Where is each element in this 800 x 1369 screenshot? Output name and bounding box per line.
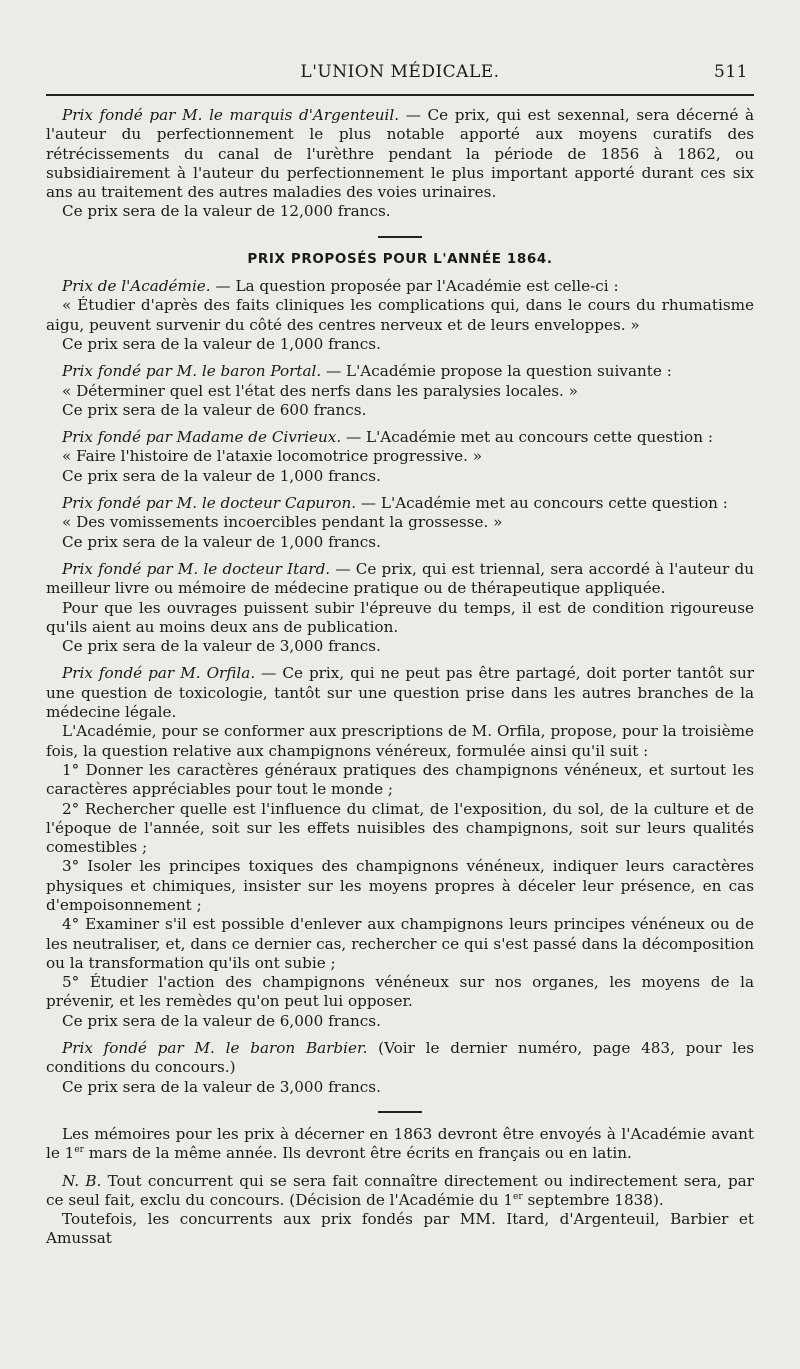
page-number: 511 — [714, 62, 748, 82]
section-separator — [378, 236, 422, 238]
prize-civrieux-text: — L'Académie met au concours cette question : — [341, 428, 713, 447]
article-body — [46, 106, 754, 1249]
prize-orfila-title: Prix fondé par M. Orfila. — [62, 664, 256, 683]
prize-barbier — [46, 1039, 754, 1078]
prize-orfila-item-3: 3° Isoler les principes toxiques des champignons vénéneux, indiquer leurs caractères physiques et chimiques, insister sur les moyens propres à déceler leur présence, en cas d'empoisonnement ; — [46, 857, 754, 914]
submission-deadline-rest: mars de la même année. Ils devront être écrits en français ou en latin. — [83, 1144, 632, 1163]
prize-orfila-value: Ce prix sera de la valeur de 6,000 francs. — [62, 1011, 381, 1030]
nota-bene-rest: septembre 1838). — [522, 1190, 664, 1209]
prize-portal-title: Prix fondé par M. le baron Portal. — [62, 362, 322, 381]
ordinal-superscript: er — [513, 1191, 523, 1202]
prize-itard-title: Prix fondé par M. le docteur Itard. — [62, 559, 331, 578]
prize-academie-title: Prix de l'Académie. — [62, 277, 211, 296]
prize-itard — [46, 560, 754, 599]
prize-itard-value: Ce prix sera de la valeur de 3,000 francs. — [62, 637, 381, 656]
prize-academie-text: — La question proposée par l'Académie est celle-ci : — [210, 277, 619, 296]
ordinal-superscript: er — [74, 1145, 84, 1156]
prize-capuron — [46, 494, 754, 513]
running-title: L'UNION MÉDICALE. — [300, 62, 500, 82]
prize-capuron-text: — L'Académie met au concours cette question : — [356, 494, 728, 513]
prize-itard-text: — Ce prix, qui est triennal, sera accordé à l'auteur du meilleur livre ou mémoire de médecine pratique ou de thérapeutique appliquée. — [46, 559, 754, 598]
prize-itard-condition: Pour que les ouvrages puissent subir l'épreuve du temps, il est de condition rigoureuse qu'ils aient au moins deux ans de publication. — [46, 598, 754, 636]
prize-civrieux-question: « Faire l'histoire de l'ataxie locomotrice progressive. » — [62, 447, 483, 466]
prize-orfila-item-4: 4° Examiner s'il est possible d'enlever aux champignons leurs principes vénéneux ou de les neutraliser, et, dans ce dernier cas, rechercher ce qui s'est passé dans la décomposition ou la transformation qu'ils ont subie ; — [46, 915, 754, 972]
nota-bene-text: Tout concurrent qui se sera fait connaître directement ou indirectement sera, par ce seul fait, exclu du concours. (Décision de l'Académie du 1 — [46, 1171, 754, 1209]
prize-capuron-title: Prix fondé par M. le docteur Capuron. — [62, 494, 357, 513]
prize-barbier-title: Prix fondé par M. le baron Barbier. — [62, 1039, 368, 1058]
prize-argenteuil-title: Prix fondé par M. le marquis d'Argenteuil. — [62, 106, 400, 124]
prize-portal-value: Ce prix sera de la valeur de 600 francs. — [62, 400, 367, 419]
submission-deadline-text: Les mémoires pour les prix à décerner en 1863 devront être envoyés à l'Académie avant le 1 — [46, 1124, 754, 1163]
prize-orfila-item-5: 5° Étudier l'action des champignons vénéneux sur nos organes, les moyens de la prévenir, et les remèdes qu'on peut lui opposer. — [46, 973, 754, 1011]
prize-argenteuil-value: Ce prix sera de la valeur de 12,000 francs. — [62, 202, 391, 221]
header-rule — [46, 94, 754, 96]
prize-academie-value: Ce prix sera de la valeur de 1,000 francs. — [62, 334, 381, 353]
prize-argenteuil-text: — Ce prix, qui est sexennal, sera décerné à l'auteur du perfectionnement le plus notable apporté aux moyens curatifs des rétrécissements du canal de l'urèthre pendant la période de 1856 à 1862, ou subsidiairement à l'auteur du perfectionnement le plus important apporté durant ces six ans au traitement des autres maladies des voies urinaires. — [46, 106, 754, 202]
prize-orfila-text: — Ce prix, qui ne peut pas être partagé, doit porter tantôt sur une question de toxicologie, tantôt sur une question prise dans les autres branches de la médecine légale. — [46, 664, 754, 722]
page-header — [46, 58, 754, 92]
prize-academie-question: « Étudier d'après des faits cliniques les complications qui, dans le cours du rhumatisme aigu, peuvent survenir du côté des centres nerveux et de leurs enveloppes. » — [46, 296, 754, 334]
submission-deadline — [46, 1125, 754, 1164]
prize-portal-text: — L'Académie propose la question suivante : — [321, 362, 672, 381]
prize-barbier-value: Ce prix sera de la valeur de 3,000 francs. — [62, 1077, 381, 1096]
prize-civrieux-title: Prix fondé par Madame de Civrieux. — [62, 428, 342, 447]
closing-separator — [378, 1111, 422, 1113]
prize-portal-question: « Déterminer quel est l'état des nerfs dans les paralysies locales. » — [62, 381, 578, 400]
prize-capuron-value: Ce prix sera de la valeur de 1,000 francs. — [62, 532, 381, 551]
section-title: PRIX PROPOSÉS POUR L'ANNÉE 1864. — [247, 250, 553, 267]
prize-civrieux — [46, 428, 754, 447]
prize-orfila-item-1: 1° Donner les caractères généraux pratiques des champignons vénéneux, et surtout les caractères appréciables pour tout le monde ; — [46, 760, 754, 799]
prize-argenteuil — [46, 106, 754, 202]
prize-orfila — [46, 664, 754, 722]
prize-portal — [46, 362, 754, 381]
prize-orfila-intro: L'Académie, pour se conformer aux prescriptions de M. Orfila, propose, pour la troisième fois, la question relative aux champignons vénéreux, formulée ainsi qu'il suit : — [46, 722, 754, 760]
prize-barbier-text: (Voir le dernier numéro, page 483, pour les conditions du concours.) — [46, 1039, 754, 1077]
prize-orfila-item-2: 2° Rechercher quelle est l'influence du climat, de l'exposition, du sol, de la culture et de l'époque de l'année, soit sur les effets nuisibles des champignons, soit sur leurs qualités comestibles ; — [46, 799, 754, 857]
prize-capuron-question: « Des vomissements incoercibles pendant la grossesse. » — [62, 513, 503, 532]
nota-bene-label: N. B. — [62, 1171, 102, 1190]
prize-academie — [46, 277, 754, 296]
prize-civrieux-value: Ce prix sera de la valeur de 1,000 francs. — [62, 466, 381, 485]
closing-last-line: Toutefois, les concurrents aux prix fondés par MM. Itard, d'Argenteuil, Barbier et Amussat — [46, 1210, 754, 1248]
nota-bene — [46, 1172, 754, 1211]
